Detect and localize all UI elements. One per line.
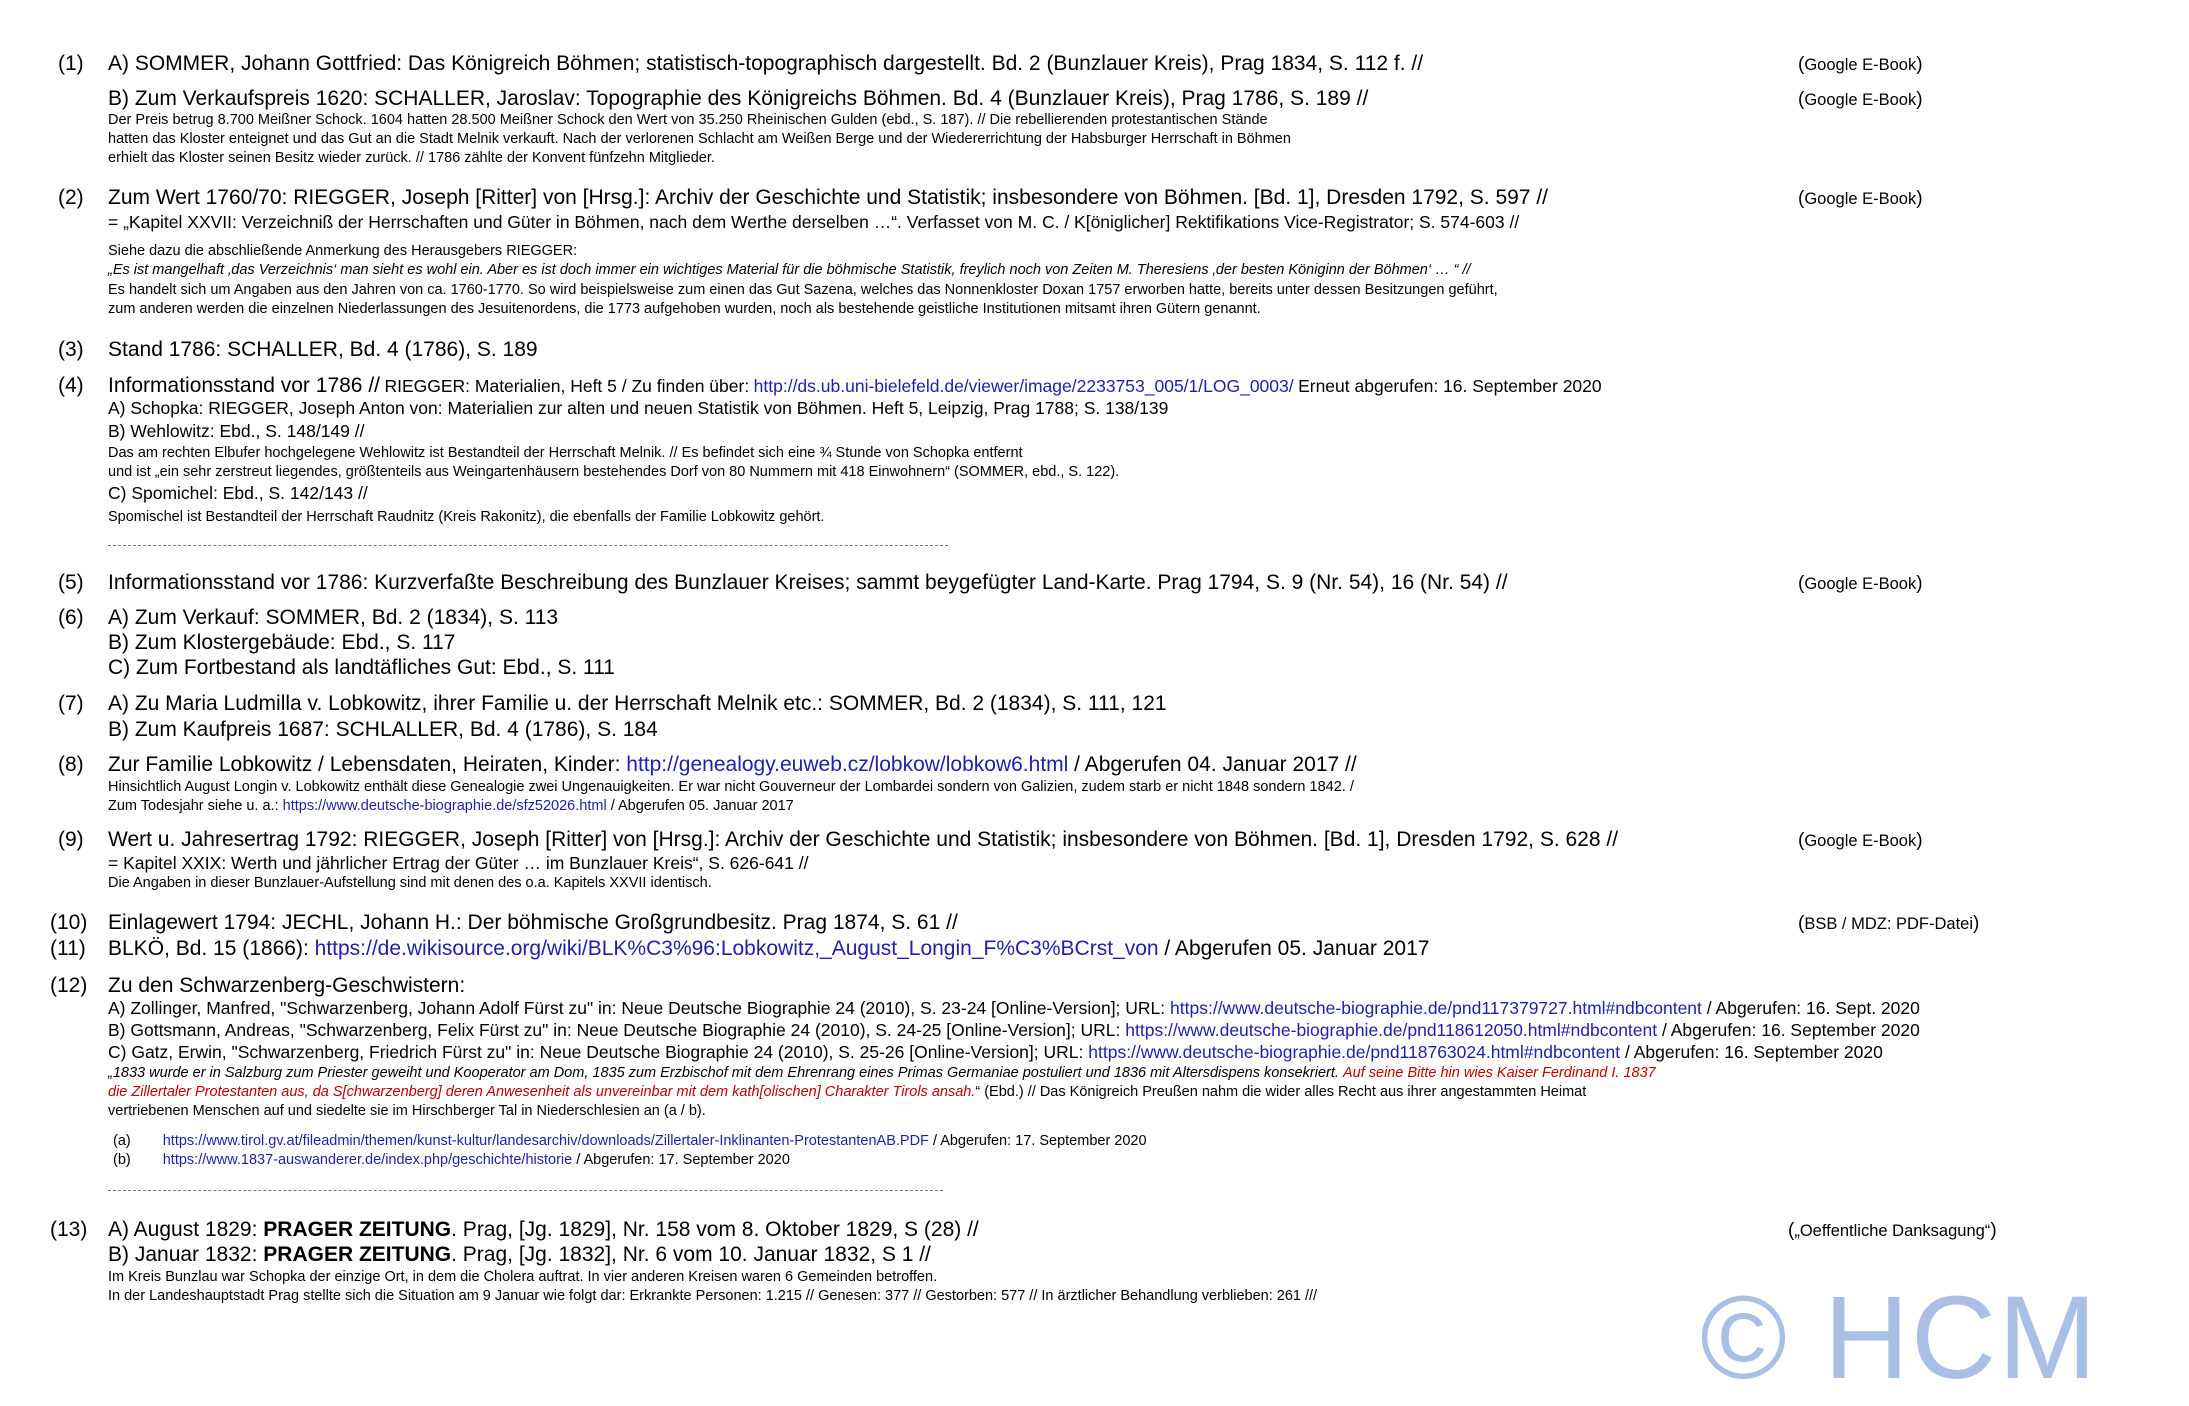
entry-7-line-a: A) Zu Maria Ludmilla v. Lobkowitz, ihrer Familie u. der Herrschaft Melnik etc.: SOMMER, Bd. 2 (1834), S. 111, 121 (108, 692, 1167, 715)
entry-12-quote: die Zillertaler Protestanten aus, da S[chwarzenberg] deren Anwesenheit als unvereinbar mit dem kath[olischen] Charakter Tirols ansah.“ (Ebd.) // Das Königreich Preußen nahm die wider alles Recht aus ihrer angestammten Heimat (108, 1084, 1587, 1100)
entry-2-citation-b: = „Kapitel XXVII: Verzeichniß der Herrschaften und Güter in Böhmen, nach dem Werthe derselben …“. Verfasset von M. C. / K[öniglicher] Rektifikations Vice-Registrator; S. 574-603 // (108, 212, 1520, 232)
entry-13-line-b: B) Januar 1832: PRAGER ZEITUNG. Prag, [Jg. 1832], Nr. 6 vom 10. Januar 1832, S 1 // (108, 1243, 931, 1266)
entry-2-quote: „Es ist mangelhaft ‚das Verzeichnis‘ man sieht es wohl ein. Aber es ist doch immer ein wichtiges Material für die böhmische Statistik, freylich noch von Zeiten M. Theresiens ‚der besten Königinn der Böhmen‘ … “ // (108, 262, 1471, 278)
entry-4-link[interactable]: http://ds.ub.uni-bielefeld.de/viewer/image/2233753_005/1/LOG_0003/ (753, 376, 1294, 396)
entry-5-number: (5) (58, 571, 84, 594)
entry-11-link[interactable]: https://de.wikisource.org/wiki/BLK%C3%96:Lobkowitz,_August_Longin_F%C3%BCrst_von (314, 937, 1159, 960)
entry-6-line-b: B) Zum Klostergebäude: Ebd., S. 117 (108, 631, 456, 654)
entry-12-line-b: B) Gottsmann, Andreas, "Schwarzenberg, Felix Fürst zu" in: Neue Deutsche Biographie 24 (2010), S. 24-25 [Online-Version]; URL: https://www.deutsche-biographie.de/pnd118612050.html#ndbcontent / Abgerufen: 16. September 2020 (108, 1020, 1920, 1040)
entry-2-citation-a: Zum Wert 1760/70: RIEGGER, Joseph [Ritter] von [Hrsg.]: Archiv der Geschichte und Statistik; insbesondere von Böhmen. [Bd. 1], Dresden 1792, S. 597 // (108, 186, 1548, 209)
entry-11-number: (11) (50, 937, 86, 960)
entry-12-link-c[interactable]: https://www.deutsche-biographie.de/pnd118763024.html#ndbcontent (1088, 1042, 1621, 1062)
entry-6-line-a: A) Zum Verkauf: SOMMER, Bd. 2 (1834), S. 113 (108, 606, 559, 629)
entry-8-link[interactable]: http://genealogy.euweb.cz/lobkow/lobkow6.html (626, 753, 1069, 776)
entry-11-citation: BLKÖ, Bd. 15 (1866): https://de.wikisource.org/wiki/BLK%C3%96:Lobkowitz,_August_Longin_F%C3%BCrst_von / Abgerufen 05. Januar 2017 (108, 937, 1430, 960)
entry-4-note: und ist „ein sehr zerstreut liegendes, größtenteils aus Weingartenhäusern bestehendes Dorf von 80 Nummern mit 418 Einwohnern“ (SOMMER, ebd., S. 122). (108, 464, 1120, 480)
entry-3-citation: Stand 1786: SCHALLER, Bd. 4 (1786), S. 189 (108, 338, 538, 361)
entry-10-citation: Einlagewert 1794: JECHL, Johann H.: Der böhmische Großgrundbesitz. Prag 1874, S. 61 // (108, 911, 958, 934)
entry-4-line-a: A) Schopka: RIEGGER, Joseph Anton von: Materialien zur alten und neuen Statistik von Böhmen. Heft 5, Leipzig, Prag 1788; S. 138/139 (108, 398, 1169, 418)
entry-9-number: (9) (58, 828, 84, 851)
entry-10-number: (10) (50, 911, 88, 934)
entry-4-note: Spomischel ist Bestandteil der Herrschaft Raudnitz (Kreis Rakonitz), die ebenfalls der Familie Lobkowitz gehört. (108, 509, 825, 525)
entry-1-note: Der Preis betrug 8.700 Meißner Schock. 1604 hatten 28.500 Meißner Schock den Wert von 35.250 Rheinischen Gulden (ebd., S. 187). // Die rebellierenden protestantischen Stände (108, 112, 1268, 128)
entry-8-note-link[interactable]: https://www.deutsche-biographie.de/sfz52026.html (282, 798, 607, 814)
entry-13-source: („Oeffentliche Danksagung“) (1788, 1220, 1997, 1241)
entry-1-citation-a: A) SOMMER, Johann Gottfried: Das Königreich Böhmen; statistisch-topographisch dargestellt. Bd. 2 (Bunzlauer Kreis), Prag 1834, S. 112 f. // (108, 52, 1424, 75)
entry-8-citation: Zur Familie Lobkowitz / Lebensdaten, Heiraten, Kinder: http://genealogy.euweb.cz/lobkow/lobkow6.html / Abgerufen 04. Januar 2017 // (108, 753, 1357, 776)
entry-13-number: (13) (50, 1218, 88, 1241)
entry-8-note: Zum Todesjahr siehe u. a.: https://www.deutsche-biographie.de/sfz52026.html / Abgerufen 05. Januar 2017 (108, 798, 794, 814)
entry-12-line-a: A) Zollinger, Manfred, "Schwarzenberg, Johann Adolf Fürst zu" in: Neue Deutsche Biographie 24 (2010), S. 23-24 [Online-Version]; URL: https://www.deutsche-biographie.de/pnd117379727.html#ndbcontent / Abgerufen: 16. Sept. 2020 (108, 998, 1920, 1018)
entry-1-note: erhielt das Kloster seinen Besitz wieder zurück. // 1786 zählte der Konvent fünfzehn Mitglieder. (108, 150, 715, 166)
entry-6-number: (6) (58, 606, 84, 629)
entry-1-note: hatten das Kloster enteignet und das Gut an die Stadt Melnik verkauft. Nach der verlorenen Schlacht am Weißen Berge und der Wiedererrichtung der Habsburger Herrschaft in Böhmen (108, 131, 1291, 147)
entry-13-note: In der Landeshauptstadt Prag stellte sich die Situation am 9 Januar wie folgt dar: Erkrankte Personen: 1.215 // Genesen: 377 // Gestorben: 577 // In ärztlicher Behandlung verblieben: 261 /// (108, 1288, 1318, 1304)
entry-1-source-b: (Google E-Book) (1798, 89, 1923, 110)
entry-12-ref-b-link[interactable]: https://www.1837-auswanderer.de/index.php/geschichte/historie (162, 1152, 573, 1168)
entry-6-line-c: C) Zum Fortbestand als landtäfliches Gut: Ebd., S. 111 (108, 656, 615, 679)
copyright-watermark: © HCM (1700, 1272, 2099, 1404)
entry-12-ref-b: (b) https://www.1837-auswanderer.de/index.php/geschichte/historie / Abgerufen: 17. September 2020 (113, 1152, 790, 1168)
entry-1-source-a: (Google E-Book) (1798, 54, 1923, 75)
entry-2-source: (Google E-Book) (1798, 188, 1923, 209)
entry-12-link-b[interactable]: https://www.deutsche-biographie.de/pnd118612050.html#ndbcontent (1125, 1020, 1658, 1040)
entry-7-number: (7) (58, 692, 84, 715)
entry-12-ref-a: (a) https://www.tirol.gv.at/fileadmin/themen/kunst-kultur/landesarchiv/downloads/Zillertaler-Inklinanten-ProtestantenAB.PDF / Abgerufen: 17. September 2020 (113, 1133, 1147, 1149)
entry-13-note: Im Kreis Bunzlau war Schopka der einzige Ort, in dem die Cholera auftrat. In vier anderen Kreisen waren 6 Gemeinden betroffen. (108, 1269, 938, 1285)
entry-10-source: (BSB / MDZ: PDF-Datei) (1798, 913, 1980, 934)
entry-2-note: Siehe dazu die abschließende Anmerkung des Herausgebers RIEGGER: (108, 243, 578, 259)
entry-13-line-a: A) August 1829: PRAGER ZEITUNG. Prag, [Jg. 1829], Nr. 158 vom 8. Oktober 1829, S (28) // (108, 1218, 979, 1241)
separator (108, 545, 948, 546)
entry-4-note: Das am rechten Elbufer hochgelegene Wehlowitz ist Bestandteil der Herrschaft Melnik. // Es befindet sich eine ¾ Stunde von Schopka entfernt (108, 445, 1023, 461)
entry-5-source: (Google E-Book) (1798, 573, 1923, 594)
entry-8-number: (8) (58, 753, 84, 776)
entry-12-link-a[interactable]: https://www.deutsche-biographie.de/pnd117379727.html#ndbcontent (1170, 998, 1702, 1018)
entry-12-note: vertriebenen Menschen auf und siedelte sie im Hirschberger Tal in Niederschlesien an (a / b). (108, 1103, 706, 1119)
entry-12-ref-a-link[interactable]: https://www.tirol.gv.at/fileadmin/themen/kunst-kultur/landesarchiv/downloads/Zillertaler-Inklinanten-ProtestantenAB.PDF (162, 1133, 929, 1149)
entry-2-note: zum anderen werden die einzelnen Niederlassungen des Jesuitenordens, die 1773 aufgehoben wurden, noch als bestehende geistliche Institutionen mitsamt ihren Gütern genannt. (108, 301, 1261, 317)
entry-9-citation-a: Wert u. Jahresertrag 1792: RIEGGER, Joseph [Ritter] von [Hrsg.]: Archiv der Geschichte und Statistik; insbesondere von Böhmen. [Bd. 1], Dresden 1792, S. 628 // (108, 828, 1619, 851)
entry-9-citation-b: = Kapitel XXIX: Werth und jährlicher Ertrag der Güter … im Bunzlauer Kreis“, S. 626-641 // (108, 853, 809, 873)
entry-9-source: (Google E-Book) (1798, 830, 1923, 851)
entry-12-heading: Zu den Schwarzenberg-Geschwistern: (108, 974, 466, 997)
entry-5-citation: Informationsstand vor 1786: Kurzverfaßte Beschreibung des Bunzlauer Kreises; sammt beygefügter Land-Karte. Prag 1794, S. 9 (Nr. 54), 16 (Nr. 54) // (108, 571, 1508, 594)
entry-3-number: (3) (58, 338, 84, 361)
entry-4-citation: Informationsstand vor 1786 // RIEGGER: Materialien, Heft 5 / Zu finden über: http://ds.ub.uni-bielefeld.de/viewer/image/2233753_005/1/LOG_0003/ Erneut abgerufen: 16. September 2020 (108, 374, 1602, 397)
separator (108, 1190, 943, 1191)
entry-12-quote: „1833 wurde er in Salzburg zum Priester geweiht und Kooperator am Dom, 1835 zum Erzbischof mit dem Ehrenrang eines Primas Germaniae postuliert und 1836 mit Altersdispens konsekriert. Auf seine Bitte hin wies Kaiser Ferdinand I. 1837 (108, 1065, 1656, 1081)
entry-7-line-b: B) Zum Kaufpreis 1687: SCHLALLER, Bd. 4 (1786), S. 184 (108, 718, 658, 741)
entry-4-line-c: C) Spomichel: Ebd., S. 142/143 // (108, 483, 368, 503)
entry-8-note: Hinsichtlich August Longin v. Lobkowitz enthält diese Genealogie zwei Ungenauigkeiten. Er war nicht Gouverneur der Lombardei sondern von Galizien, zudem starb er nicht 1848 sondern 1842. / (108, 779, 1354, 795)
entry-1-number: (1) (58, 52, 84, 75)
entry-12-line-c: C) Gatz, Erwin, "Schwarzenberg, Friedrich Fürst zu" in: Neue Deutsche Biographie 24 (2010), S. 25-26 [Online-Version]; URL: https://www.deutsche-biographie.de/pnd118763024.html#ndbcontent / Abgerufen: 16. September 2020 (108, 1042, 1883, 1062)
entry-1-citation-b: B) Zum Verkaufspreis 1620: SCHALLER, Jaroslav: Topographie des Königreichs Böhmen. Bd. 4 (Bunzlauer Kreis), Prag 1786, S. 189 // (108, 87, 1369, 110)
entry-4-line-b: B) Wehlowitz: Ebd., S. 148/149 // (108, 421, 365, 441)
entry-2-note: Es handelt sich um Angaben aus den Jahren von ca. 1760-1770. So wird beispielsweise zum einen das Gut Sazena, welches das Nonnenkloster Doxan 1757 erworben hatte, bereits unter dessen Besitzungen geführt, (108, 282, 1498, 298)
entry-12-number: (12) (50, 974, 88, 997)
entry-9-note: Die Angaben in dieser Bunzlauer-Aufstellung sind mit denen des o.a. Kapitels XXVII identisch. (108, 875, 712, 891)
entry-4-number: (4) (58, 374, 84, 397)
entry-2-number: (2) (58, 186, 84, 209)
